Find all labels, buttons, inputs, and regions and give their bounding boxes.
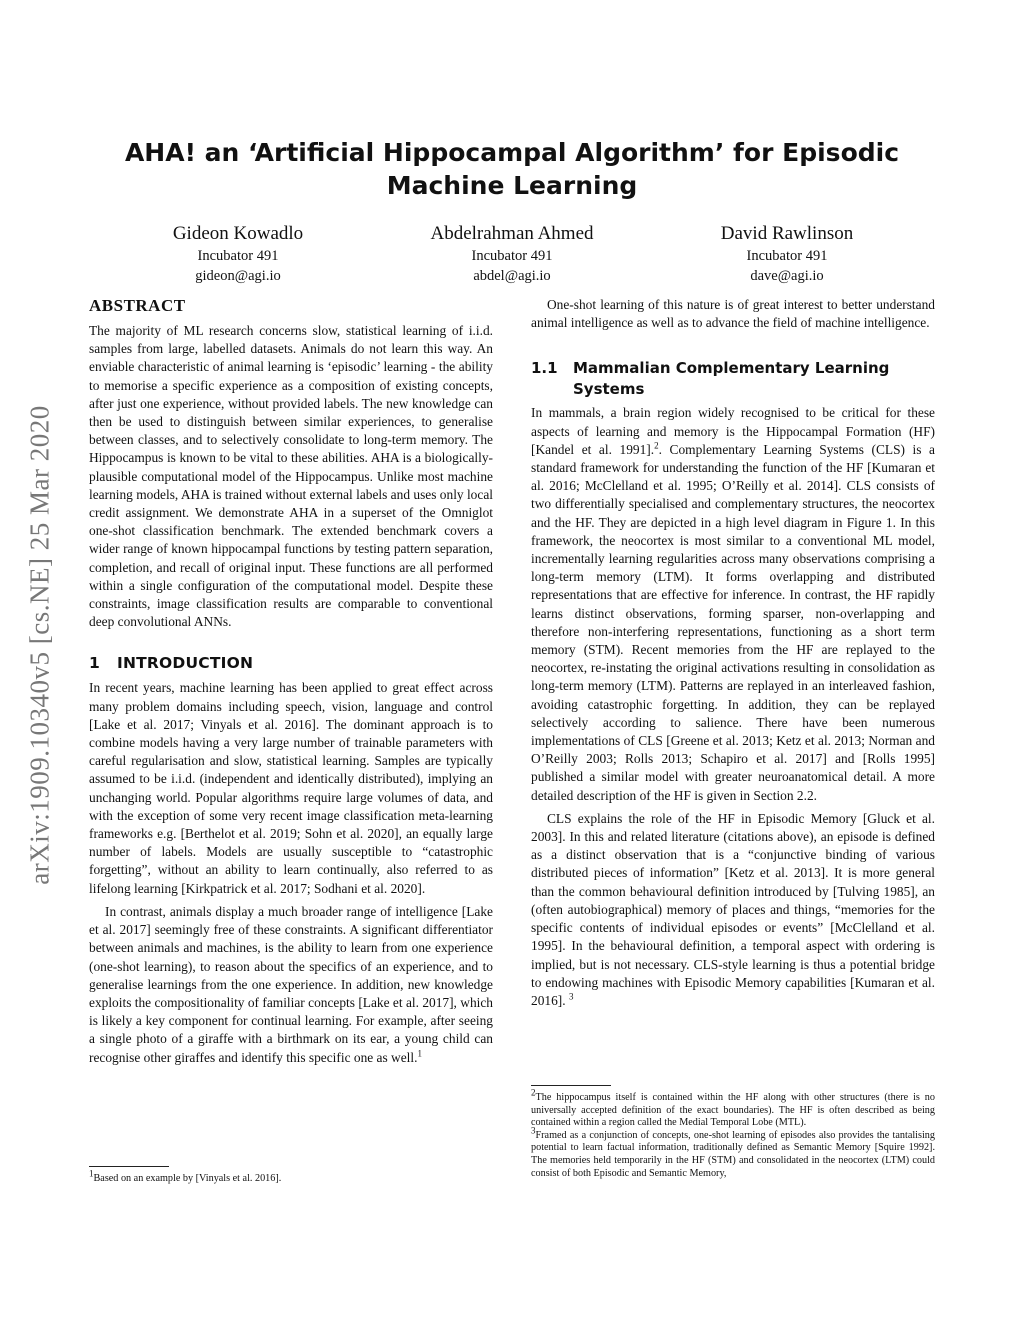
author-name: Gideon Kowadlo xyxy=(172,223,304,244)
right-column xyxy=(531,296,935,1010)
subsection-title: Mammalian Complementary Learning Systems xyxy=(573,359,890,399)
intro-paragraph-2-text: In contrast, animals display a much broader range of intelligence [Lake et al. 2017] seemingly free of these constraints. A significant differentiator between animals and machines, is the ability to learn from one experience (one-shot learning), to reason about the specifics of an experience, and to generalise learnings from the one experience. In addition, new knowledge exploits the compositionality of familiar concepts [Lake et al. 2017], which is likely a key component for continual learning. For example, after seeing a single photo of a giraffe with a birthmark on its ear, a young child can recognise other giraffes and identify this specific one as well. xyxy=(89,903,493,1065)
footnote-ref-2: 2 xyxy=(654,440,659,451)
author-affiliation: Incubator 491 xyxy=(197,248,279,264)
cls-paragraph-2-text: CLS explains the role of the HF in Episodic Memory [Gluck et al. 2003]. In this and related literature (citations above), an episode is defined as a distinct observation that is a “conjunctive binding of various distributed pieces of information” [Ketz et al. 2013]. It is more general than the common behavioural definition introduced by [Tulving 1985], an (often autobiographical) memory of places and things, “memories for the specific contents of individual episodes or events” [McClelland et al. 1995]. In the behavioural definition, a temporal aspect with ordering is implied, but is not necessary. CLS-style learning is thus a potential bridge to endowing machines with Episodic Memory capabilities [Kumaran et al. 2016]. xyxy=(531,810,935,1008)
author-2 xyxy=(392,222,632,286)
footnote-text: Framed as a conjunction of concepts, one-shot learning of episodes also provides the tantalising potential to learn factual information, traditionally defined as Semantic Memory [Squire 1992]. The memories held temporarily in the HF (STM) and consolidated in the neocortex (LTM) could consist of both Episodic and Semantic Memory, xyxy=(531,1129,935,1179)
abstract-text: The majority of ML research concerns slow, statistical learning of i.i.d. samples from large, labelled datasets. Animals do not learn this way. An enviable characteristic of animal learning is ‘episodic’ learning - the ability to memorise a specific experience as a composition of existing concepts, after just one experience, without provided labels. The new knowledge can then be used to distinguish between similar experiences, to generalise between classes, and to selectively consolidate to long-term memory. The Hippocampus is known to be vital to these abilities. AHA is a biologically-plausible computational model of the Hippocampus. Unlike most machine learning models, AHA is trained without external labels and uses only local credit assignment. We demonstrate AHA in a superset of the Omniglot one-shot classification benchmark. The extended benchmark covers a wider range of known hippocampal functions by testing pattern separation, completion, and recall of original input. These functions are all performed within a single configuration of the computational model. Despite these constraints, image classification results are comparable to conventional deep convolutional ANNs. xyxy=(89,323,493,630)
subsection-number: 1.1 xyxy=(531,359,558,378)
paper-title xyxy=(100,136,924,202)
footnote-ref-1: 1 xyxy=(417,1048,422,1059)
author-name: Abdelrahman Ahmed xyxy=(430,223,594,244)
abstract-heading: ABSTRACT xyxy=(89,296,186,315)
author-affiliation: Incubator 491 xyxy=(746,248,828,264)
footnote-3 xyxy=(531,1125,935,1180)
title-line-1: AHA! an ‘Artificial Hippocampal Algorithm’ for Episodic xyxy=(124,138,900,167)
footnote-2 xyxy=(531,1087,935,1130)
footnote-ref-3: 3 xyxy=(568,991,574,1002)
right-paragraph-0: One-shot learning of this nature is of great interest to better understand animal intelligence as well as to advance the field of machine intelligence. xyxy=(531,297,935,331)
arxiv-identifier: arXiv:1909.10340v5 [cs.NE] 25 Mar 2020 xyxy=(24,405,55,885)
footnote-1 xyxy=(89,1168,493,1186)
intro-paragraph-1: In recent years, machine learning has been applied to great effect across many problem domains including speech, vision, language and control [Lake et al. 2017; Vinyals et al. 2016]. The dominant approach is to combine models having a very large number of trainable parameters with careful regularisation and slow, statistical learning. Samples are typically assumed to be i.i.d. (independent and identically distributed), implying an unchanging world. Popular algorithms require large volumes of data, and with the exception of some very recent image classification meta-learning frameworks e.g. [Berthelot et al. 2019; Sohn et al. 2020], an equally large number of labels. Models are usually susceptible to “catastrophic forgetting”, without an ability to learn continually, also referred to as lifelong learning [Kirkpatrick et al. 2017; Sodhani et al. 2020]. xyxy=(89,680,493,896)
section-number: 1 xyxy=(89,654,100,673)
footnote-mark: 2 xyxy=(531,1087,536,1098)
author-affiliation: Incubator 491 xyxy=(471,248,553,264)
footnote-mark: 1 xyxy=(89,1168,94,1179)
cls-paragraph-1a: In mammals, a brain region widely recognised to be critical for these aspects of learning and memory is the Hippocampal Formation (HF) [Kandel et al. 1991]. xyxy=(531,405,935,457)
author-1 xyxy=(118,222,358,286)
left-column xyxy=(89,296,493,1067)
introduction-heading xyxy=(89,653,493,673)
author-email: abdel@agi.io xyxy=(473,268,551,284)
author-name: David Rawlinson xyxy=(720,223,854,244)
footnote-mark: 3 xyxy=(531,1125,536,1136)
section-title: INTRODUCTION xyxy=(117,654,254,673)
author-email: dave@agi.io xyxy=(750,268,824,284)
arxiv-side-stamp xyxy=(15,345,65,945)
cls-paragraph-1 xyxy=(531,404,935,804)
footnote-rule xyxy=(89,1166,169,1167)
cls-paragraph-1b: . Complementary Learning Systems (CLS) is a standard framework for understanding the function of the HF [Kumaran et al. 2016; McClelland et al. 1995; O’Reilly et al. 2014]. CLS consists of two differentially specialised and complementary structures, the neocortex and the HF. They are depicted in a high level diagram in Figure 1. In this framework, the neocortex is most similar to a conventional ML model, incrementally learning regularities across many observations comprising a long-term memory (LTM). It forms overlapping and distributed representations that are effective for inference. In contrast, the HF rapidly learns distinct observations, forming sparser, non-overlapping and therefore non-interfering representations, functioning as a short term memory (STM). Recent memories from the HF are replayed to the neocortex, re-instating the original activations resulting in consolidation as long-term memory (LTM). Patterns are replayed in an interleaved fashion, avoiding catastrophic forgetting. In addition, they can be replayed selectively according to salience. There have been numerous implementations of CLS [Greene et al. 2013; Ketz et al. 2013; Norman and O’Reilly 2003; Rolls 2013; Schapiro et al. 2017] and [Rolls 1995] published a similar model with greater neuroanatomical detail. A more detailed description of the HF is given in Section 2.2. xyxy=(531,441,935,803)
subsection-heading xyxy=(531,358,935,400)
footnote-rule xyxy=(531,1085,611,1086)
author-email: gideon@agi.io xyxy=(195,268,281,284)
author-block xyxy=(98,222,928,292)
intro-paragraph-2 xyxy=(89,903,493,1067)
author-3 xyxy=(667,222,907,286)
footnote-text: The hippocampus itself is contained within the HF along with other structures (there is no universally accepted definition of the exact boundaries). The HF is often described as being contained within a region called the Medial Temporal Lobe (MTL). xyxy=(531,1092,935,1129)
title-line-2: Machine Learning xyxy=(386,171,638,200)
footnote-text: Based on an example by [Vinyals et al. 2016]. xyxy=(93,1173,282,1184)
cls-paragraph-2 xyxy=(531,810,935,1010)
footnotes-right xyxy=(531,1085,935,1180)
footnotes-left xyxy=(89,1166,493,1186)
